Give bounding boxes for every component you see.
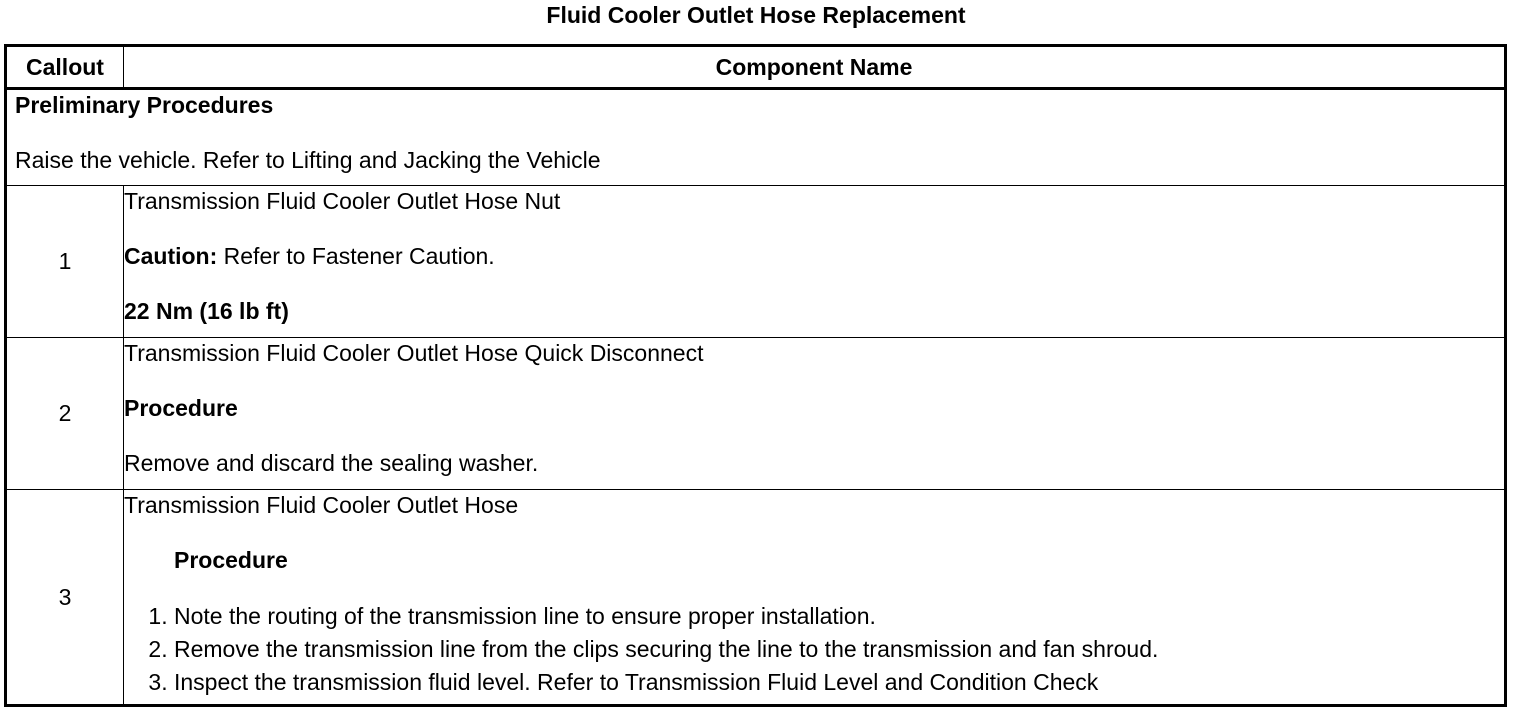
procedure-step: 2. Remove the transmission line from the clips securing the line to the transmission and fan shroud. <box>174 633 1504 666</box>
component-cell <box>124 186 1506 338</box>
caution-line <box>124 241 1504 296</box>
callout-number: 1 <box>6 186 124 338</box>
caution-label: Caution: <box>124 243 218 269</box>
preliminary-row <box>6 89 1506 186</box>
table-row <box>6 490 1506 706</box>
component-cell <box>124 338 1506 490</box>
component-name: Transmission Fluid Cooler Outlet Hose Quick Disconnect <box>124 340 704 366</box>
component-name: Transmission Fluid Cooler Outlet Hose Nut <box>124 188 561 214</box>
preliminary-cell <box>6 89 1506 186</box>
callout-number: 2 <box>6 338 124 490</box>
torque-spec: 22 Nm (16 lb ft) <box>124 298 289 324</box>
component-name-column-header: Component Name <box>124 46 1506 89</box>
component-name: Transmission Fluid Cooler Outlet Hose <box>124 492 519 518</box>
preliminary-heading: Preliminary Procedures <box>15 92 274 118</box>
procedure-steps <box>124 600 1504 699</box>
caution-text: Refer to Fastener Caution. <box>217 243 495 269</box>
procedure-text: Remove and discard the sealing washer. <box>124 450 539 476</box>
callout-column-header: Callout <box>6 46 124 89</box>
callout-number: 3 <box>6 490 124 706</box>
procedure-table <box>4 44 1507 707</box>
procedure-step: 1. Note the routing of the transmission line to ensure proper installation. <box>174 600 1504 633</box>
procedure-step: 3. Inspect the transmission fluid level. Refer to Transmission Fluid Level and Condition Check <box>174 666 1504 699</box>
table-header-row <box>6 46 1506 89</box>
component-cell <box>124 490 1506 706</box>
procedure-heading: Procedure <box>174 547 288 573</box>
procedure-heading: Procedure <box>124 395 238 421</box>
preliminary-text: Raise the vehicle. Refer to Lifting and Jacking the Vehicle <box>15 147 601 173</box>
document-title: Fluid Cooler Outlet Hose Replacement <box>546 2 966 28</box>
table-row <box>6 186 1506 338</box>
table-row <box>6 338 1506 490</box>
